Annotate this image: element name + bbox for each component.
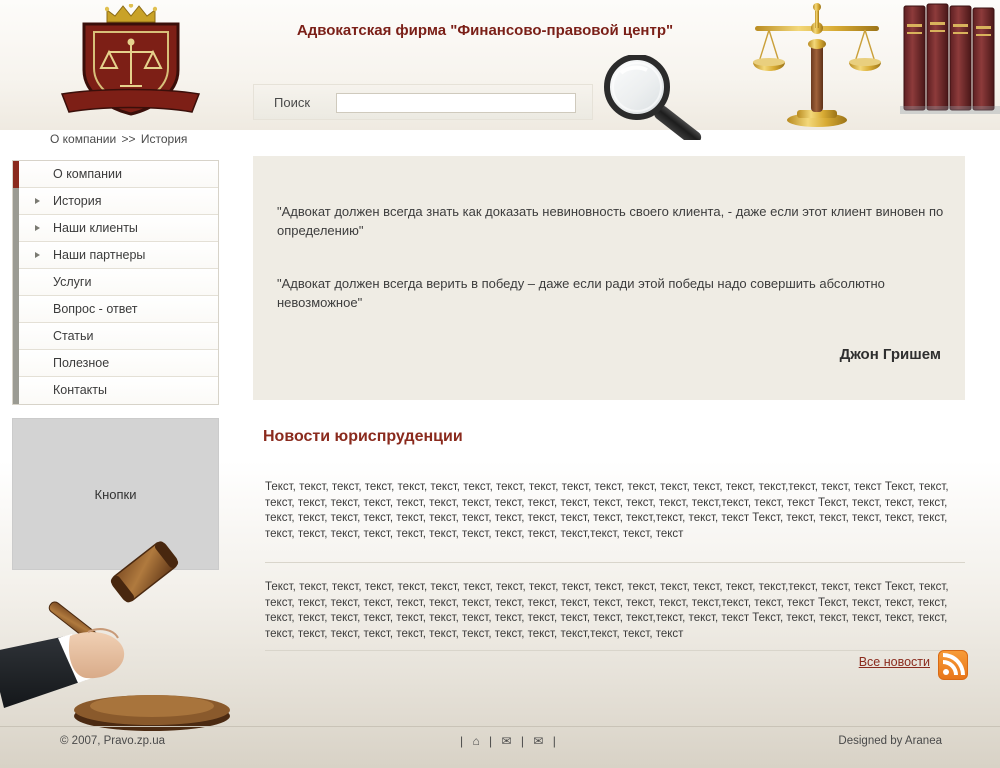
logo-ribbon (58, 88, 203, 118)
rss-icon[interactable] (938, 650, 968, 680)
sidebar-item-label: О компании (53, 167, 122, 181)
scales-of-justice-icon (745, 0, 890, 130)
sidebar-item-label: Наши клиенты (53, 221, 138, 235)
site-header (0, 0, 1000, 130)
footer-icon-group[interactable] (460, 734, 559, 748)
sidebar-bar (13, 242, 19, 269)
footer-icons-text[interactable]: | ⌂ | ✉ | ✉ | (460, 734, 559, 748)
sidebar-bar (13, 215, 19, 242)
sidebar-bar (13, 323, 19, 350)
news-divider-1 (265, 562, 965, 563)
sidebar-item-label: Полезное (53, 356, 110, 370)
sidebar-item-label: Услуги (53, 275, 92, 289)
news-section-title: Новости юриспруденции (263, 428, 463, 445)
sidebar-item-label: Вопрос - ответ (53, 302, 138, 316)
chevron-right-icon (35, 252, 40, 258)
quote-line-1: "Адвокат должен всегда знать как доказать невиновность своего клиента, - даже если этот клиент виновен по определению" (277, 204, 944, 238)
gavel-illustration (0, 540, 235, 735)
search-bar (253, 84, 593, 120)
sidebar-item-uslugi[interactable] (13, 269, 218, 296)
magnifier-icon (595, 55, 720, 140)
footer-divider (0, 726, 1000, 727)
breadcrumb (50, 132, 187, 146)
news-block-1: Текст, текст, текст, текст, текст, текст, текст, текст, текст, текст, текст, текст, текст, текст, текст, текст,текст, текст, текст Текст, текст, текст, текст, текст, текст, текст, текст, текст, текст, текст, текст, текст, текст, текст, текст,текст, текст, текст Текст, текст, текст, текст, текст, текст, текст, текст, текст, текст, текст, текст, текст, текст, текст, текст,текст, текст, текст Текст, текст, текст, текст, текст, текст, текст, текст, текст, текст, текст, текст, текст, текст, текст, текст,текст, текст, текст (265, 481, 949, 540)
search-input[interactable] (336, 93, 576, 113)
quote-line-2: "Адвокат должен всегда верить в победу – даже если ради этой победы надо совершить абсолютно невозможное" (277, 276, 885, 310)
sidebar-active-bar (13, 161, 19, 188)
site-title: Адвокатская фирма "Финансово-правовой центр" (296, 22, 674, 39)
quote-panel (253, 156, 965, 400)
breadcrumb-separator: >> (121, 132, 136, 146)
breadcrumb-root[interactable]: О компании (50, 132, 117, 146)
chevron-right-icon (35, 198, 40, 204)
sidebar-bar (13, 269, 19, 296)
company-logo (58, 2, 203, 127)
sidebar-item-nashi-klienty[interactable] (13, 215, 218, 242)
footer-copyright: © 2007, Pravo.zp.ua (60, 735, 166, 747)
sidebar-bar (13, 377, 19, 404)
breadcrumb-current[interactable]: История (140, 132, 188, 146)
footer-designer-credit[interactable]: Designed by Aranea (838, 735, 942, 747)
news-block-2: Текст, текст, текст, текст, текст, текст, текст, текст, текст, текст, текст, текст, текст, текст, текст, текст,текст, текст, текст Текст, текст, текст, текст, текст, текст, текст, текст, текст, текст, текст, текст, текст, текст, текст, текст,текст, текст, текст Текст, текст, текст, текст, текст, текст, текст, текст, текст, текст, текст, текст, текст, текст, текст, текст,текст, текст, текст Текст, текст, текст, текст, текст, текст, текст, текст, текст, текст, текст, текст, текст, текст, текст, текст,текст, текст, текст (265, 581, 949, 640)
sidebar-item-istoriya[interactable] (13, 188, 218, 215)
sidebar-item-kontakty[interactable] (13, 377, 218, 404)
sidebar-bar (13, 296, 19, 323)
sidebar-item-poleznoe[interactable] (13, 350, 218, 377)
sidebar-bar (13, 350, 19, 377)
sidebar-item-label: История (53, 194, 102, 208)
sidebar-item-nashi-partnery[interactable] (13, 242, 218, 269)
news-divider-2 (265, 650, 965, 651)
sidebar-bar (13, 188, 19, 215)
chevron-right-icon (35, 225, 40, 231)
sidebar-item-stati[interactable] (13, 323, 218, 350)
sidebar-item-o-kompanii[interactable] (13, 161, 218, 188)
sidebar-item-vopros-otvet[interactable] (13, 296, 218, 323)
sidebar-item-label: Наши партнеры (53, 248, 146, 262)
quote-author: Джон Гришем (839, 346, 941, 363)
sidebar-item-label: Статьи (53, 329, 94, 343)
all-news-link[interactable]: Все новости (858, 655, 930, 669)
search-label: Поиск (274, 95, 311, 110)
sidebar-menu (12, 160, 219, 405)
buttons-placeholder-label: Кнопки (94, 486, 137, 502)
law-books-icon (900, 2, 1000, 114)
sidebar-item-label: Контакты (53, 383, 107, 397)
